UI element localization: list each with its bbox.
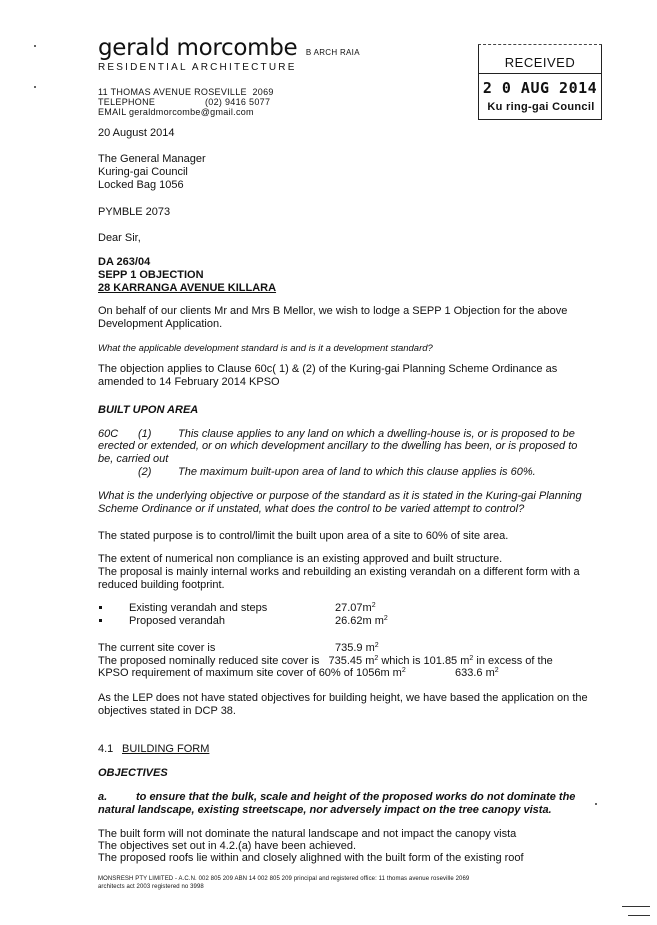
scan-mark <box>622 906 650 907</box>
item-value: 26.62m $m^2$ <box>335 615 388 627</box>
subject-da: DA 263/04 <box>98 256 151 268</box>
recipient-town: PYMBLE 2073 <box>98 206 171 218</box>
closing-line: The built form will not dominate the natural landscape and not impact the canopy vista <box>98 828 517 840</box>
scan-mark <box>34 86 36 88</box>
objection-applies-paragraph: The objection applies to Clause 60c( 1) & (2) of the Kuring-gai Planning Scheme Ordinance as amended to 14 February 2014 KPSO <box>98 363 558 388</box>
letterhead-address: 11 THOMAS AVENUE ROSEVILLE 2069 <box>98 87 274 97</box>
received-stamp <box>478 45 602 120</box>
letterhead <box>98 37 360 60</box>
kpso-value: 633.6 $m^2$ <box>455 667 499 679</box>
item-label: Proposed verandah <box>129 615 226 627</box>
objective-a-line1: to ensure that the bulk, scale and height of the proposed works do not dominate the <box>136 791 576 803</box>
stamp-divider <box>479 73 601 74</box>
closing-line: The proposed roofs lie within and closely alighned with the built form of the existing roof <box>98 852 524 864</box>
stamp-date: 2 0 AUG 2014 <box>482 79 598 97</box>
letter-date: 20 August 2014 <box>98 127 175 139</box>
question-2: What is the underlying objective or purpose of the standard as it is stated in the Kuring-gai Planning Scheme Ordinance or if unstated, what does the control to be varied attempt to control? <box>98 490 582 515</box>
closing-line: The objectives set out in 4.2.(a) have been achieved. <box>98 840 357 852</box>
clause-1-rest: erected or extended, or on which development ancillary to the dwelling has been, or is proposed to be, carried out <box>98 440 578 465</box>
section-number: 4.1 <box>98 743 114 755</box>
intro-paragraph: On behalf of our clients Mr and Mrs B Mellor, we wish to lodge a SEPP 1 Objection for the above Development Application. <box>98 305 568 330</box>
section-title: BUILDING FORM <box>122 743 210 755</box>
objective-a-label: a. <box>98 791 108 803</box>
subject-address: 28 KARRANGA AVENUE KILLARA <box>98 282 277 294</box>
scan-mark <box>595 803 597 805</box>
kpso-line: KPSO requirement of maximum site cover of 60% of 1056m $m^2$ <box>98 667 406 679</box>
recipient-line: Kuring-gai Council <box>98 166 188 178</box>
extent-line: The extent of numerical non compliance is an existing approved and built structure. <box>98 553 503 565</box>
stamp-received-label: RECEIVED <box>504 55 576 70</box>
question-1: What the applicable development standard is and is it a development standard? <box>98 343 433 354</box>
scan-mark <box>628 915 650 916</box>
clause-1-line1: This clause applies to any land on which a dwelling-house is, or is proposed to be <box>178 428 575 440</box>
clause-2-number: (2) <box>138 466 152 478</box>
stamp-council: Ku ring-gai Council <box>487 101 595 113</box>
current-site-cover-value: 735.9 $m^2$ <box>335 642 379 654</box>
item-value: $27.07m^2$ <box>335 602 376 614</box>
proposal-line: The proposal is mainly internal works and rebuilding an existing verandah on a different form with a reduced building footprint. <box>98 566 580 591</box>
salutation: Dear Sir, <box>98 232 141 244</box>
objectives-heading: OBJECTIVES <box>98 767 168 779</box>
letterhead-subtitle: RESIDENTIAL ARCHITECTURE <box>98 62 297 73</box>
objective-a-line2: natural landscape, existing streetscape, nor adversely impact on the tree canopy vista. <box>98 804 552 816</box>
lep-paragraph: As the LEP does not have stated objectives for building height, we have based the application on the objectives stated in DCP 38. <box>98 692 588 717</box>
letterhead-telephone-label: TELEPHONE <box>98 97 156 107</box>
heading-built-upon-area: BUILT UPON AREA <box>98 404 199 416</box>
current-site-cover-label: The current site cover is <box>98 642 216 654</box>
clause-1-number: (1) <box>138 428 152 440</box>
proposed-site-cover-line: The proposed nominally reduced site cover is 735.45 $m^2$ which is 101.85 $m^2$ in excess of the <box>98 655 553 667</box>
bullet-marker <box>99 606 102 609</box>
footer-company: MONSRESH PTY LIMITED - A.C.N. 002 805 209 ABN 14 002 805 209 principal and registered office: 11 thomas avenue roseville 2069 <box>98 876 470 882</box>
bullet-marker <box>99 619 102 622</box>
clause-number: 60C <box>98 428 119 440</box>
scan-mark <box>34 45 36 47</box>
recipient-line: The General Manager <box>98 153 206 165</box>
clause-2-text: The maximum built-upon area of land to which this clause applies is 60%. <box>178 466 536 478</box>
letterhead-telephone: (02) 9416 5077 <box>205 97 271 107</box>
item-label: Existing verandah and steps <box>129 602 268 614</box>
recipient-line: Locked Bag 1056 <box>98 179 184 191</box>
footer-registration: architects act 2003 registered no 3998 <box>98 884 204 890</box>
letterhead-name: gerald morcombe <box>98 35 298 61</box>
letterhead-email: EMAIL geraldmorcombe@gmail.com <box>98 107 254 117</box>
letterhead-qualifications: B ARCH RAIA <box>305 48 360 57</box>
stated-purpose: The stated purpose is to control/limit the built upon area of a site to 60% of site area. <box>98 530 509 542</box>
subject-sepp: SEPP 1 OBJECTION <box>98 269 204 281</box>
